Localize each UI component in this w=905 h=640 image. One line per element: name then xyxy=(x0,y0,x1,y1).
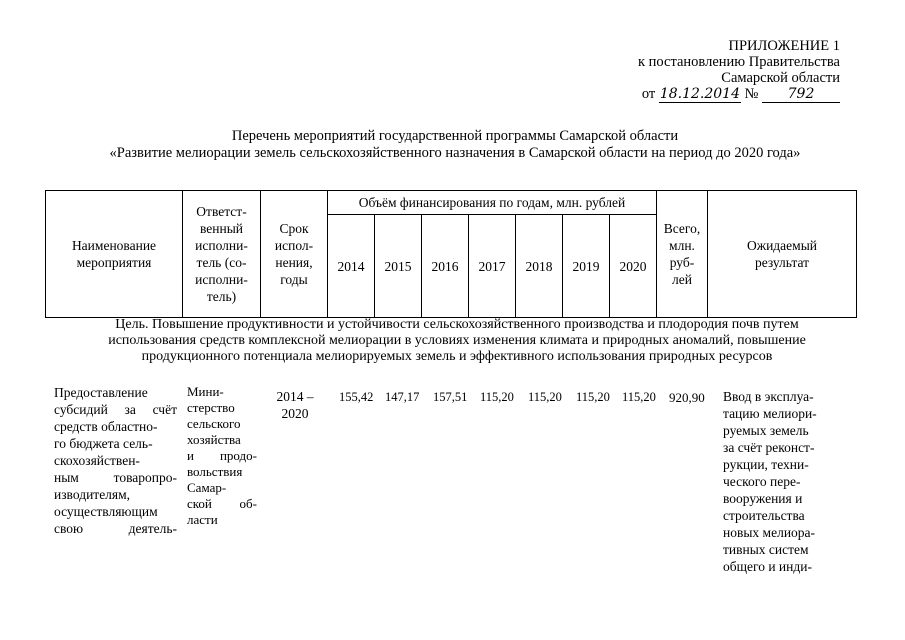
value-2015: 147,17 xyxy=(385,390,420,404)
appendix-line1: к постановлению Правительства xyxy=(638,54,840,70)
header-name-cell xyxy=(46,191,183,318)
header-total-l1: Всего, xyxy=(663,221,701,236)
activity-name-l7: изводителям, xyxy=(54,487,131,502)
resp-l4: хозяйства xyxy=(187,432,241,447)
value-2018: 115,20 xyxy=(528,390,562,404)
handwritten-date: 18.12.2014 xyxy=(659,86,740,102)
activity-name-l2: субсидий за счёт xyxy=(54,402,177,417)
result-l10: тивных систем xyxy=(723,542,809,557)
activity-name-l5: скохозяйствен- xyxy=(54,453,140,468)
goal-line2: использования средств комплексной мелиорации в условиях изменения климата и природных аномалий, повышение xyxy=(108,333,806,348)
activity-name-l8: осуществляющим xyxy=(54,504,158,519)
year-2018: 2018 xyxy=(516,215,563,318)
header-term-l4: годы xyxy=(280,272,308,287)
activity-name-l3: средств областно- xyxy=(54,419,158,434)
from-label: от xyxy=(641,86,656,102)
header-total-cell xyxy=(657,191,708,318)
number-label: № xyxy=(744,86,759,102)
activity-name-l4: го бюджета сель- xyxy=(54,436,153,451)
term-l2: 2020 xyxy=(281,406,309,421)
header-term-l1: Срок xyxy=(279,221,309,236)
header-resp-cell xyxy=(183,191,261,318)
appendix-block xyxy=(600,38,840,103)
result-l3: руемых земель xyxy=(723,423,809,438)
value-2019: 115,20 xyxy=(576,390,610,404)
expected-result xyxy=(723,388,848,575)
year-2020: 2020 xyxy=(610,215,657,318)
header-resp-l1: Ответст- xyxy=(196,204,247,219)
header-term-l2: испол- xyxy=(274,238,314,253)
activity-name xyxy=(54,384,177,537)
result-l7: вооружения и xyxy=(723,491,803,506)
result-l6: ческого пере- xyxy=(723,474,801,489)
header-total-l4: лей xyxy=(672,272,692,287)
resp-l2: стерство xyxy=(187,400,235,415)
resp-l1: Мини- xyxy=(187,384,224,399)
title-line2: «Развитие мелиорации земель сельскохозяйственного назначения в Самарской области на период до 2020 года» xyxy=(109,145,801,161)
header-funding-cell: Объём финансирования по годам, млн. рублей xyxy=(328,191,657,215)
handwritten-number: 792 xyxy=(762,86,840,103)
header-name-l2: мероприятия xyxy=(76,255,152,270)
header-name-l1: Наименование xyxy=(71,238,157,253)
responsible-executor xyxy=(187,384,257,528)
result-l11: общего и инди- xyxy=(723,559,812,574)
header-term-l3: нения, xyxy=(275,255,313,270)
header-resp-l3: исполни- xyxy=(195,238,248,253)
year-2016: 2016 xyxy=(422,215,469,318)
resp-l8: ской об- xyxy=(187,496,257,511)
year-2014: 2014 xyxy=(328,215,375,318)
goal-text xyxy=(48,317,866,365)
value-2020: 115,20 xyxy=(622,390,656,404)
value-2014: 155,42 xyxy=(339,390,374,404)
goal-line1: Цель. Повышение продуктивности и устойчивости сельскохозяйственного производства и плодородия почв путем xyxy=(115,317,799,332)
header-resp-l2: венный xyxy=(199,221,244,236)
resp-l9: ласти xyxy=(187,512,218,527)
header-resp-l4: тель (со- xyxy=(196,255,247,270)
year-2017: 2017 xyxy=(469,215,516,318)
appendix-line2: Самарской области xyxy=(721,70,840,86)
header-result-l1: Ожидаемый xyxy=(747,238,817,253)
value-2016: 157,51 xyxy=(433,390,468,404)
resp-l6: вольствия xyxy=(187,464,243,479)
year-2019: 2019 xyxy=(563,215,610,318)
value-2017: 115,20 xyxy=(480,390,514,404)
title-line1: Перечень мероприятий государственной программы Самарской области xyxy=(231,128,679,144)
result-l8: строительства xyxy=(723,508,805,523)
header-resp-l6: тель) xyxy=(206,289,237,304)
result-l2: тацию мелиори- xyxy=(723,406,817,421)
year-2015: 2015 xyxy=(375,215,422,318)
value-total: 920,90 xyxy=(669,390,705,405)
header-table xyxy=(45,190,857,318)
header-total-l2: млн. xyxy=(669,238,695,253)
activity-name-l6: ным товаропро- xyxy=(54,470,177,485)
document-title xyxy=(40,128,870,162)
activity-name-l1: Предоставление xyxy=(54,385,148,400)
result-l9: новых мелиора- xyxy=(723,525,816,540)
header-total-l3: руб- xyxy=(669,255,695,270)
header-result-l2: результат xyxy=(754,255,810,270)
activity-name-l9: свою деятель- xyxy=(54,521,177,536)
goal-line3: продукционного потенциала мелиорируемых земель и эффективного использования природных ресурсов xyxy=(141,349,773,364)
result-l1: Ввод в эксплуа- xyxy=(723,389,814,404)
appendix-date-line xyxy=(600,86,840,103)
header-result-cell xyxy=(708,191,857,318)
header-term-cell xyxy=(261,191,328,318)
result-l4: за счёт реконст- xyxy=(723,440,815,455)
result-l5: рукции, техни- xyxy=(723,457,809,472)
resp-l3: сельского xyxy=(187,416,241,431)
execution-term xyxy=(262,388,328,422)
appendix-title: ПРИЛОЖЕНИЕ 1 xyxy=(728,38,840,54)
resp-l7: Самар- xyxy=(187,480,227,495)
header-resp-l5: исполни- xyxy=(195,272,248,287)
term-l1: 2014 – xyxy=(276,389,314,404)
resp-l5: и продо- xyxy=(187,448,257,463)
